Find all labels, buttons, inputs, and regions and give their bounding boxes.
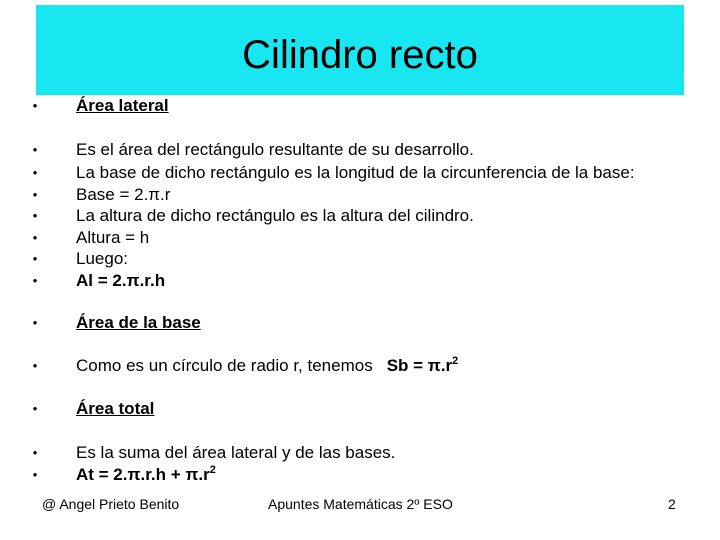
- exponent: 2: [209, 464, 216, 476]
- formula-text: At = 2.π.r.h + π.r: [76, 465, 210, 484]
- heading-text: Área de la base: [76, 313, 201, 332]
- heading-text: Área lateral: [76, 96, 169, 115]
- list-item-content: [76, 355, 458, 377]
- bullet-icon: •: [32, 467, 38, 482]
- bullet-icon: •: [32, 187, 38, 202]
- bullet-icon: •: [32, 142, 38, 157]
- page-number: 2: [668, 496, 676, 512]
- list-item-text: Base = 2.π.r: [76, 185, 171, 204]
- formula-base-area: [387, 356, 459, 375]
- list-item-text: Altura = h: [76, 228, 150, 247]
- bullet-icon: •: [32, 208, 38, 223]
- slide-title: Cilindro recto: [242, 33, 478, 77]
- list-item-text: Luego:: [76, 249, 128, 268]
- bullet-icon: •: [32, 251, 38, 266]
- bullet-icon: •: [32, 315, 38, 330]
- list-item-text: Es el área del rectángulo resultante de su desarrollo.: [76, 140, 474, 159]
- title-banner: [36, 5, 684, 95]
- heading-text: Área total: [76, 399, 155, 418]
- formula-text: Sb = π.r: [386, 356, 453, 375]
- formula-content: [76, 464, 216, 486]
- exponent: 2: [452, 355, 459, 367]
- bullet-icon: •: [32, 165, 38, 180]
- bullet-icon: •: [32, 401, 38, 416]
- list-item-text: La base de dicho rectángulo es la longitud de la circunferencia de la base:: [76, 163, 635, 182]
- bullet-icon: •: [32, 273, 38, 288]
- footer-course: Apuntes Matemáticas 2º ESO: [268, 496, 453, 512]
- footer-author: @ Angel Prieto Benito: [42, 496, 180, 512]
- bullet-icon: •: [32, 358, 38, 373]
- list-item-text: La altura de dicho rectángulo es la altura del cilindro.: [76, 206, 474, 225]
- bullet-icon: •: [32, 445, 38, 460]
- list-item-text: Como es un círculo de radio r, tenemos: [76, 356, 373, 375]
- bullet-icon: •: [32, 230, 38, 245]
- bullet-icon: •: [32, 98, 38, 113]
- formula-text: Al = 2.π.r.h: [76, 271, 166, 290]
- list-item-text: Es la suma del área lateral y de las bases.: [76, 443, 396, 462]
